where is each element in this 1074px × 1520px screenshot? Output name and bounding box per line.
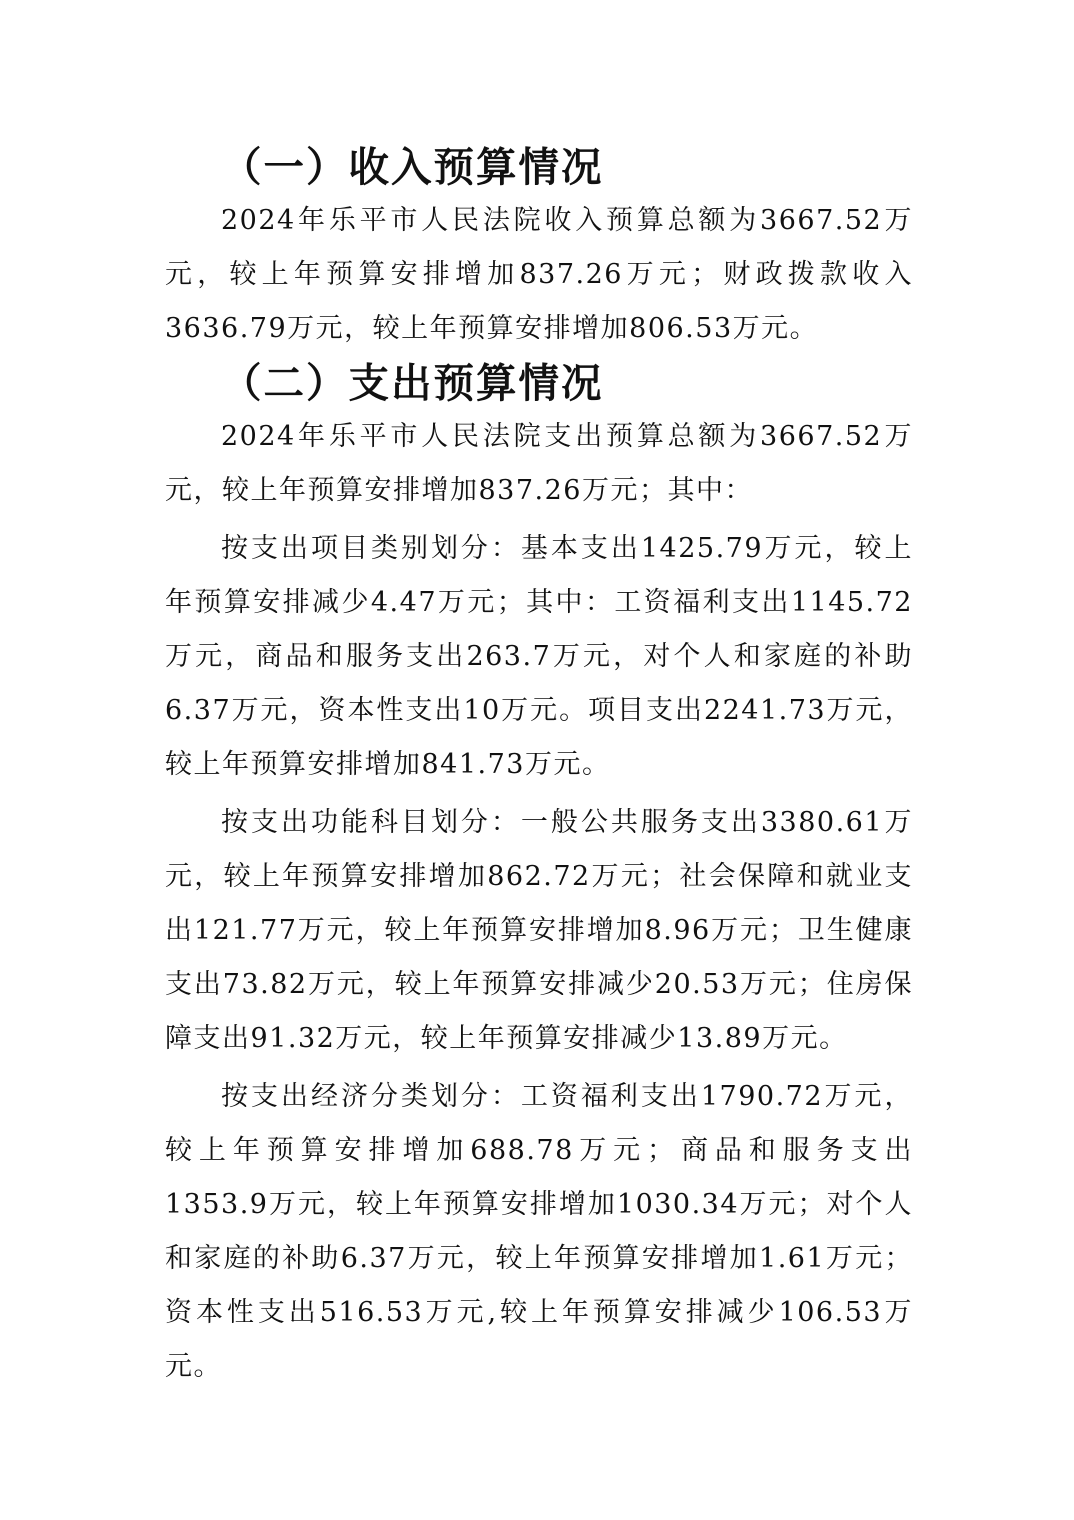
income-paragraph: 2024年乐平市人民法院收入预算总额为3667.52万元，较上年预算安排增加837.26万元；财政拨款收入3636.79万元，较上年预算安排增加806.53万元。 <box>165 205 913 344</box>
expenditure-by-economic-paragraph: 按支出经济分类划分：工资福利支出1790.72万元，较上年预算安排增加688.78万元；商品和服务支出1353.9万元，较上年预算安排增加1030.34万元；对个人和家庭的补助6.37万元，较上年预算安排增加1.61万元；资本性支出516.53万元,较上年预算安排减少106.53万元。 <box>165 1081 913 1382</box>
expenditure-by-function-paragraph: 按支出功能科目划分：一般公共服务支出3380.61万元，较上年预算安排增加862.72万元；社会保障和就业支出121.77万元，较上年预算安排增加8.96万元；卫生健康支出73.82万元，较上年预算安排减少20.53万元；住房保障支出91.32万元，较上年预算安排减少13.89万元。 <box>165 807 913 1054</box>
section-heading-income: （一）收入预算情况 <box>221 143 604 191</box>
document-page <box>165 140 913 1394</box>
expenditure-summary-paragraph: 2024年乐平市人民法院支出预算总额为3667.52万元，较上年预算安排增加837.26万元；其中： <box>165 421 913 506</box>
expenditure-by-project-paragraph: 按支出项目类别划分：基本支出1425.79万元，较上年预算安排减少4.47万元；其中：工资福利支出1145.72万元，商品和服务支出263.7万元，对个人和家庭的补助6.37万元，资本性支出10万元。项目支出2241.73万元，较上年预算安排增加841.73万元。 <box>165 533 913 780</box>
section-heading-expenditure: （二）支出预算情况 <box>221 359 604 407</box>
